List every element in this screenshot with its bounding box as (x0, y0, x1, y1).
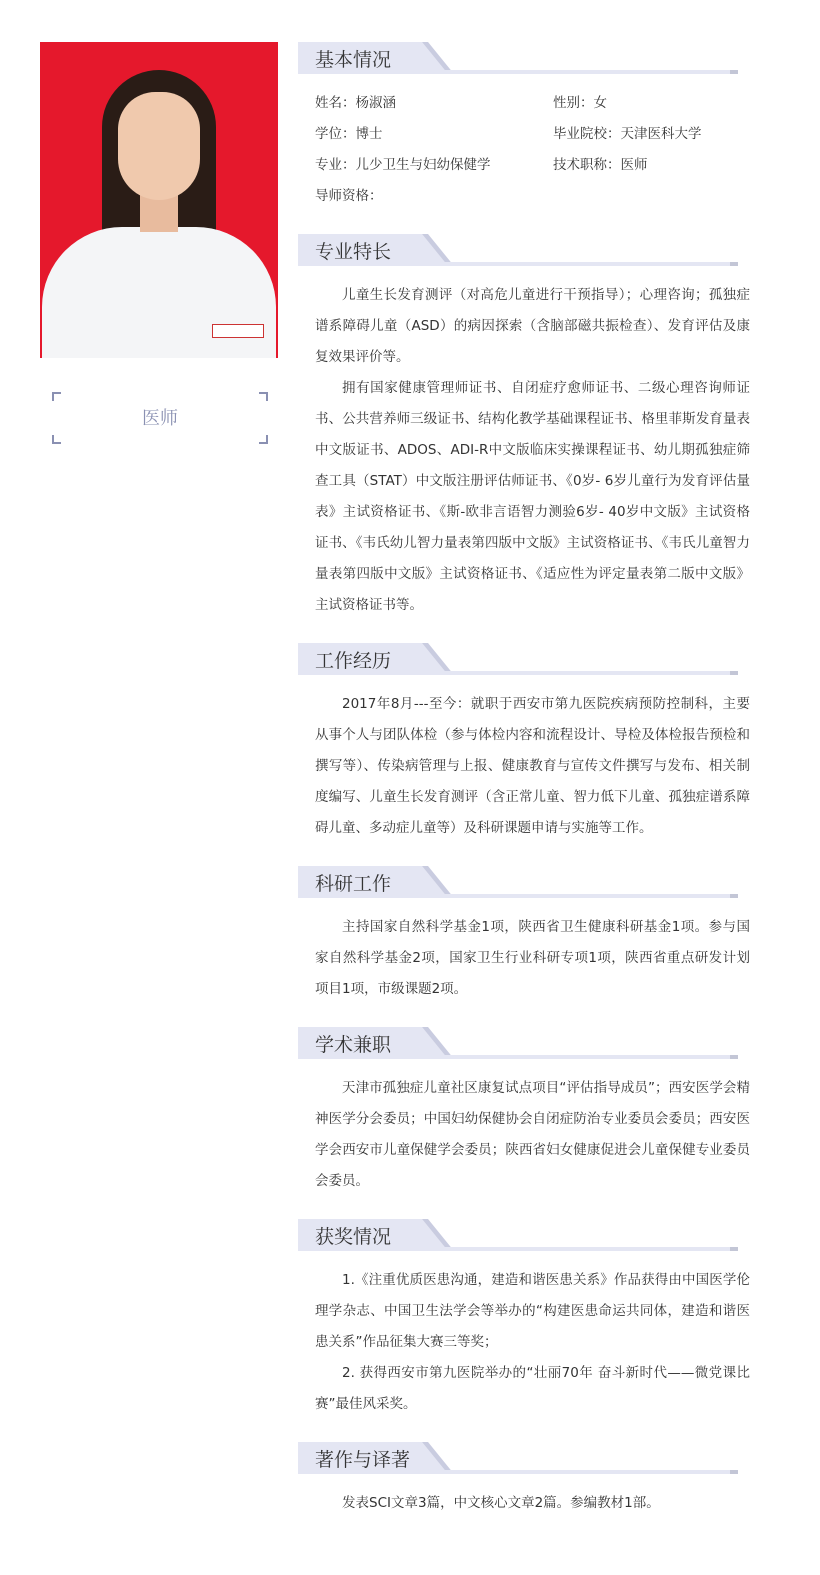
gender-field: 性别：女 (553, 95, 607, 111)
content-column (298, 42, 748, 1541)
section-title: 科研工作 (315, 873, 392, 895)
job-title-box (52, 392, 268, 444)
school-field: 毕业院校：天津医科大学 (553, 126, 702, 142)
section-work (298, 643, 748, 844)
section-research (298, 866, 748, 1005)
section-header (298, 1027, 748, 1059)
paragraph: 发表SCI文章3篇，中文核心文章2篇。参编教材1部。 (342, 1495, 660, 1511)
section-title: 学术兼职 (315, 1034, 392, 1056)
section-header (298, 42, 748, 74)
section-header (298, 643, 748, 675)
section-title: 基本情况 (315, 49, 392, 71)
paragraph: 拥有国家健康管理师证书、自闭症疗愈师证书、二级心理咨询师证书、公共营养师三级证书、结构化教学基础课程证书、格里菲斯发育量表中文版证书、ADOS、ADI-R中文版临床实操课程证书、幼儿期孤独症筛查工具（STAT）中文版注册评估师证书、《0岁- 6岁儿童行为发育评估量表》主试资格证书、《斯-欧非言语智力测验6岁- 40岁中文版》主试资格证书、《韦氏幼儿智力量表第四版中文版》主试资格证书、《韦氏儿童智力量表第四版中文版》主试资格证书、《适应性为评定量表第二版中文版》主试资格证书等。 (315, 380, 750, 613)
name-badge (212, 324, 264, 338)
section-specialty (298, 234, 748, 621)
paragraph: 1.《注重优质医患沟通，建造和谐医患关系》作品获得由中国医学伦理学杂志、中国卫生法学会等举办的“构建医患命运共同体，建造和谐医患关系”作品征集大赛三等奖； (315, 1272, 750, 1350)
section-title: 专业特长 (315, 241, 392, 263)
section-publications (298, 1442, 748, 1519)
paragraph: 儿童生长发育测评（对高危儿童进行干预指导）；心理咨询；孤独症谱系障碍儿童（ASD）的病因探索（含脑部磁共振检查）、发育评估及康复效果评价等。 (315, 287, 750, 365)
section-header (298, 1219, 748, 1251)
section-header (298, 1442, 748, 1474)
rank-field: 技术职称：医师 (553, 157, 648, 173)
paragraph: 2017年8月---至今：就职于西安市第九医院疾病预防控制科，主要从事个人与团队体检（参与体检内容和流程设计、导检及体检报告预检和撰写等）、传染病管理与上报、健康教育与宣传文件撰写与发布、相关制度编写、儿童生长发育测评（含正常儿童、智力低下儿童、孤独症谱系障碍儿童、多动症儿童等）及科研课题申请与实施等工作。 (315, 696, 750, 836)
job-title: 医师 (142, 408, 178, 429)
section-header (298, 234, 748, 266)
section-title: 著作与译著 (315, 1449, 411, 1471)
paragraph: 2. 获得西安市第九医院举办的“壮丽70年 奋斗新时代——微党课比赛”最佳风采奖。 (315, 1365, 750, 1412)
section-basic (298, 42, 748, 212)
doctor-photo (40, 42, 278, 358)
section-academic (298, 1027, 748, 1197)
paragraph: 天津市孤独症儿童社区康复试点项目“评估指导成员”；西安医学会精神医学分会委员；中国妇幼保健协会自闭症防治专业委员会委员；西安医学会西安市儿童保健学会委员；陕西省妇女健康促进会儿童保健专业委员会委员。 (315, 1080, 750, 1189)
section-awards (298, 1219, 748, 1420)
degree-field: 学位：博士 (315, 126, 383, 142)
mentor-field: 导师资格： (315, 188, 383, 204)
basic-info-grid (298, 88, 748, 212)
paragraph: 主持国家自然科学基金1项，陕西省卫生健康科研基金1项。参与国家自然科学基金2项，国家卫生行业科研专项1项，陕西省重点研发计划项目1项，市级课题2项。 (315, 919, 750, 997)
major-field: 专业：儿少卫生与妇幼保健学 (315, 157, 491, 173)
profile-column (40, 42, 278, 444)
section-title: 获奖情况 (315, 1226, 392, 1248)
name-field: 姓名：杨淑涵 (315, 95, 396, 111)
section-header (298, 866, 748, 898)
section-title: 工作经历 (315, 650, 392, 672)
